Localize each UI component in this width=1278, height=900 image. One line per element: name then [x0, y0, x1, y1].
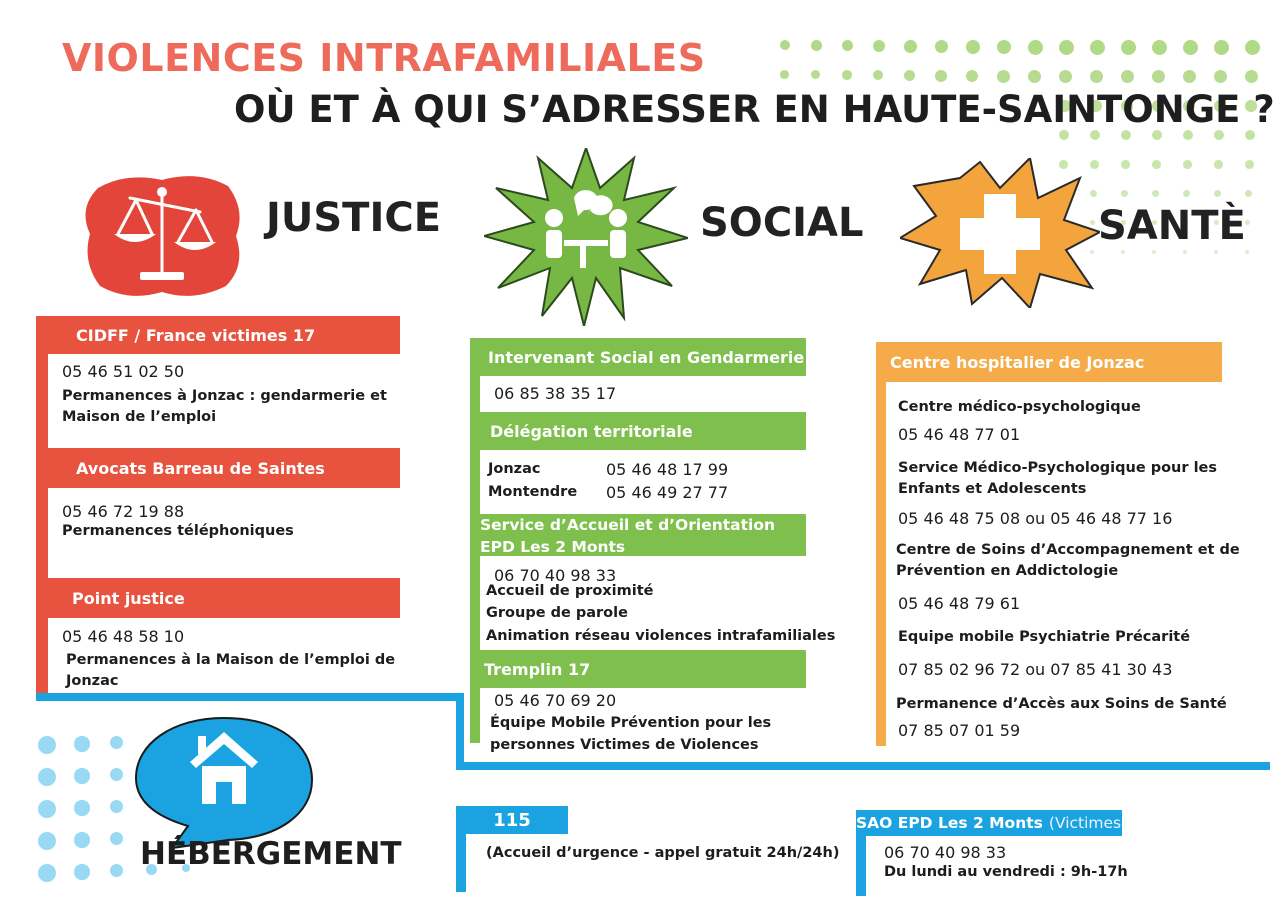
point-justice-bar: Point justice	[36, 578, 400, 618]
decorative-dot	[1090, 130, 1100, 140]
people-meeting-icon	[484, 148, 688, 326]
decorative-dot	[1152, 40, 1167, 55]
point-justice-desc: Permanences à la Maison de l’emploi de	[66, 652, 396, 668]
cmp-phone: 05 46 48 77 01	[898, 425, 1021, 444]
decorative-dot	[1059, 130, 1069, 140]
decorative-dot	[1090, 40, 1105, 55]
decorative-dot	[110, 800, 123, 813]
sao-victimes-hours: Du lundi au vendredi : 9h-17h	[884, 864, 1128, 880]
sante-heading: SANTÈ	[1098, 203, 1246, 249]
cidff-desc: Permanences à Jonzac : gendarmerie et	[62, 388, 387, 404]
decorative-dot	[1090, 70, 1103, 83]
decorative-dot	[110, 736, 123, 749]
point-justice-phone: 05 46 48 58 10	[62, 627, 185, 646]
smpea-label-2: Enfants et Adolescents	[898, 481, 1087, 497]
tremplin-bar: Tremplin 17	[470, 650, 806, 688]
hebergement-line-3	[456, 762, 1270, 770]
decorative-dot	[38, 768, 56, 786]
tremplin-desc-2: personnes Victimes de Violences	[490, 737, 759, 753]
avocats-desc: Permanences téléphoniques	[62, 523, 294, 539]
decorative-dot	[842, 40, 853, 51]
hospital-bar: Centre hospitalier de Jonzac	[876, 342, 1222, 382]
decorative-dot	[935, 40, 948, 53]
decorative-dot	[811, 40, 822, 51]
decorative-dot	[873, 70, 883, 80]
cidff-phone: 05 46 51 02 50	[62, 362, 185, 381]
isg-bar: Intervenant Social en Gendarmerie	[470, 338, 806, 376]
decorative-dot	[1245, 190, 1252, 197]
decorative-dot	[110, 832, 123, 845]
sao-label-1: Service d’Accueil et d’Orientation	[480, 516, 776, 534]
decorative-dot	[1214, 40, 1229, 55]
decorative-dot	[1152, 190, 1159, 197]
sante-sidebar	[876, 342, 886, 746]
page-subtitle: OÙ ET À QUI S’ADRESSER EN HAUTE-SAINTONGE ?	[234, 88, 1275, 131]
tremplin-desc: Équipe Mobile Prévention pour les	[490, 715, 772, 731]
cmp-label: Centre médico-psychologique	[898, 399, 1141, 415]
hebergement-line-1	[36, 693, 462, 701]
decorative-dot	[74, 800, 90, 816]
decorative-dot	[1183, 40, 1198, 55]
decorative-dot	[74, 768, 90, 784]
decorative-dot	[38, 736, 56, 754]
smpea-phone: 05 46 48 75 08 ou 05 46 48 77 16	[898, 509, 1173, 528]
decorative-dot	[1121, 190, 1128, 197]
justice-sidebar	[36, 316, 48, 696]
decorative-dot	[1214, 160, 1223, 169]
smpea-label: Service Médico-Psychologique pour les	[898, 460, 1218, 476]
sao-item-3: Animation réseau violences intrafamiliales	[486, 628, 836, 644]
n115-bar: 115	[456, 806, 568, 834]
isg-phone: 06 85 38 35 17	[494, 384, 617, 403]
avocats-bar: Avocats Barreau de Saintes	[36, 448, 400, 488]
decorative-dot	[935, 70, 947, 82]
decorative-dot	[1183, 160, 1192, 169]
decorative-dot	[1121, 40, 1136, 55]
csapa-label: Centre de Soins d’Accompagnement et de	[896, 542, 1240, 558]
decorative-dot	[997, 40, 1011, 54]
csapa-label-2: Prévention en Addictologie	[896, 563, 1119, 579]
decorative-dot	[1214, 70, 1227, 83]
decorative-dot	[873, 40, 885, 52]
decorative-dot	[966, 40, 980, 54]
decorative-dot	[780, 70, 789, 79]
cidff-bar: CIDFF / France victimes 17	[36, 316, 400, 354]
decorative-dot	[1245, 70, 1258, 83]
decorative-dot	[1245, 40, 1260, 55]
sao-item-2: Groupe de parole	[486, 605, 628, 621]
decorative-dot	[1028, 40, 1043, 55]
decorative-dot	[1245, 130, 1255, 140]
sao-bar	[470, 514, 806, 556]
decorative-dot	[1183, 70, 1196, 83]
decorative-dot	[1214, 130, 1224, 140]
point-justice-desc-2: Jonzac	[66, 673, 119, 689]
decorative-dot	[74, 736, 90, 752]
decorative-dot	[1028, 70, 1041, 83]
decorative-dot	[1152, 160, 1161, 169]
medical-cross-icon	[900, 158, 1100, 308]
cidff-desc-2: Maison de l’emploi	[62, 409, 217, 425]
delegation-phone-1: 05 46 48 17 99	[606, 460, 729, 479]
sao-victimes-suffix: (Victimes)	[1048, 814, 1128, 832]
decorative-dot	[110, 768, 123, 781]
decorative-dot	[842, 70, 852, 80]
decorative-dot	[1152, 70, 1165, 83]
emp-label: Equipe mobile Psychiatrie Précarité	[898, 629, 1191, 645]
decorative-dot	[1121, 250, 1125, 254]
decorative-dot	[1152, 250, 1156, 254]
delegation-city-2: Montendre	[488, 484, 578, 500]
delegation-bar: Délégation territoriale	[470, 412, 806, 450]
hebergement-line-2	[456, 693, 464, 769]
decorative-dot	[997, 70, 1010, 83]
justice-heading: JUSTICE	[266, 195, 442, 241]
decorative-dot	[74, 864, 90, 880]
decorative-dot	[904, 70, 915, 81]
decorative-dot	[1245, 250, 1249, 254]
decorative-dot	[904, 40, 917, 53]
sao-label-2: EPD Les 2 Monts	[480, 538, 626, 556]
decorative-dot	[1059, 70, 1072, 83]
decorative-dot	[811, 70, 820, 79]
decorative-dot	[1121, 130, 1131, 140]
pass-label: Permanence d’Accès aux Soins de Santé	[896, 696, 1227, 712]
decorative-dot	[1183, 130, 1193, 140]
avocats-phone: 05 46 72 19 88	[62, 502, 185, 521]
social-heading: SOCIAL	[700, 200, 864, 246]
decorative-dot	[110, 864, 123, 877]
tremplin-phone: 05 46 70 69 20	[494, 691, 617, 710]
decorative-dot	[1245, 160, 1254, 169]
decorative-dot	[1121, 160, 1130, 169]
decorative-dot	[38, 864, 56, 882]
pass-phone: 07 85 07 01 59	[898, 721, 1021, 740]
decorative-dot	[1214, 190, 1221, 197]
decorative-dot	[1059, 40, 1074, 55]
delegation-phone-2: 05 46 49 27 77	[606, 483, 729, 502]
sao-phone: 06 70 40 98 33	[494, 566, 617, 585]
decorative-dot	[38, 800, 56, 818]
page-title: VIOLENCES INTRAFAMILIALES	[62, 36, 706, 80]
emp-phone: 07 85 02 96 72 ou 07 85 41 30 43	[898, 660, 1173, 679]
decorative-dot	[1121, 70, 1134, 83]
decorative-dot	[1152, 130, 1162, 140]
decorative-dot	[1183, 190, 1190, 197]
house-icon	[132, 714, 314, 850]
sao-victimes-label: SAO EPD Les 2 Monts	[856, 814, 1043, 832]
scales-icon	[78, 170, 246, 300]
decorative-dot	[780, 40, 790, 50]
decorative-dot	[1183, 250, 1187, 254]
decorative-dot	[74, 832, 90, 848]
n115-desc: (Accueil d’urgence - appel gratuit 24h/24h)	[486, 845, 840, 861]
csapa-phone: 05 46 48 79 61	[898, 594, 1021, 613]
sao-victimes-bar	[856, 810, 1128, 836]
decorative-dot	[966, 70, 978, 82]
hebergement-heading: HÉBERGEMENT	[140, 836, 402, 872]
decorative-dot	[38, 832, 56, 850]
decorative-dot	[1214, 250, 1218, 254]
delegation-city-1: Jonzac	[488, 461, 541, 477]
sao-item-1: Accueil de proximité	[486, 583, 654, 599]
sao-victimes-phone: 06 70 40 98 33	[884, 843, 1007, 862]
